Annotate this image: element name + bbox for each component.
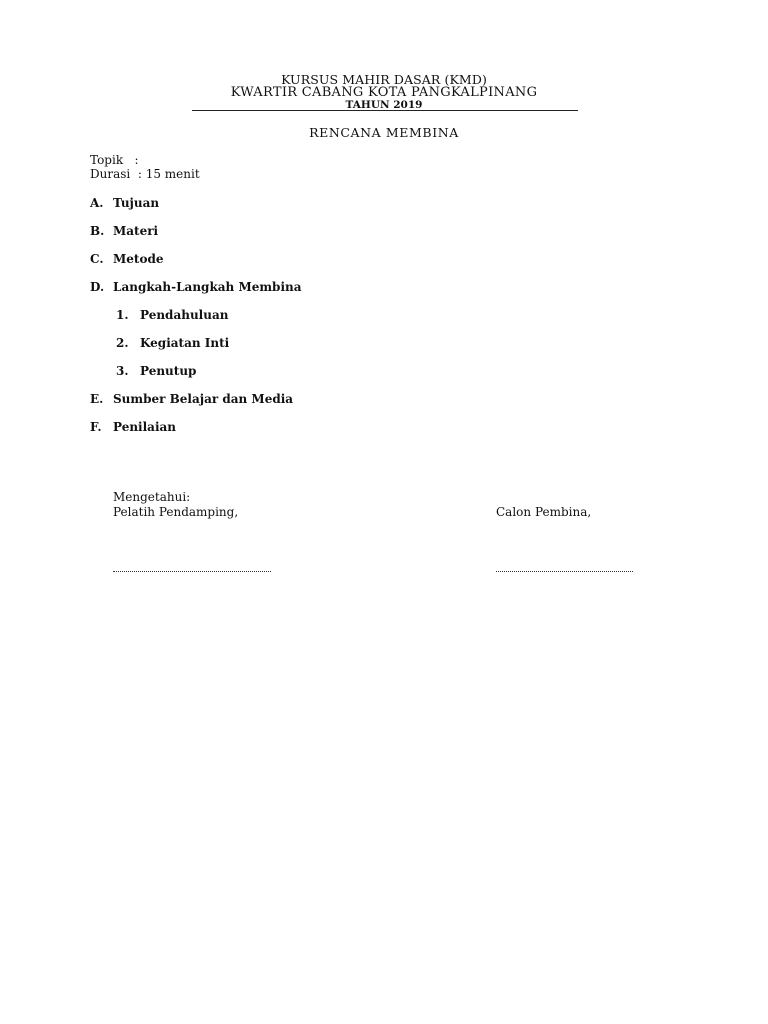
- step-label: Pendahuluan: [140, 308, 229, 322]
- section-label: Langkah-Langkah Membina: [113, 280, 302, 294]
- step-1: [116, 308, 228, 322]
- step-label: Penutup: [140, 364, 197, 378]
- section-label: Materi: [113, 224, 159, 238]
- step-label: Kegiatan Inti: [140, 336, 230, 350]
- section-c: [90, 252, 164, 266]
- header-year: TAHUN 2019: [345, 99, 423, 111]
- field-topik: Topik :: [90, 153, 139, 167]
- right-signature-line: [496, 571, 633, 572]
- section-b: [90, 224, 158, 238]
- section-label: Tujuan: [113, 196, 160, 210]
- section-e: [90, 392, 293, 406]
- step-3: [116, 364, 196, 378]
- section-letter: A.: [90, 196, 104, 210]
- section-letter: F.: [90, 420, 102, 434]
- right-signatory-role: Calon Pembina,: [496, 505, 592, 519]
- document-title: RENCANA MEMBINA: [309, 125, 459, 140]
- left-signatory-role: Pelatih Pendamping,: [113, 505, 239, 519]
- step-2: [116, 336, 229, 350]
- acknowledge-label: Mengetahui:: [113, 490, 191, 504]
- section-f: [90, 420, 176, 434]
- section-label: Penilaian: [113, 420, 177, 434]
- header-course-name: KURSUS MAHIR DASAR (KMD): [281, 72, 487, 87]
- section-letter: B.: [90, 224, 105, 238]
- step-number: 1.: [116, 308, 129, 322]
- section-letter: C.: [90, 252, 104, 266]
- section-label: Metode: [113, 252, 164, 266]
- step-number: 3.: [116, 364, 129, 378]
- field-durasi: Durasi : 15 menit: [90, 167, 200, 181]
- section-letter: D.: [90, 280, 105, 294]
- section-label: Sumber Belajar dan Media: [113, 392, 294, 406]
- section-letter: E.: [90, 392, 104, 406]
- header-divider: [192, 110, 578, 111]
- left-signature-line: [113, 571, 271, 572]
- step-number: 2.: [116, 336, 129, 350]
- header-organization: KWARTIR CABANG KOTA PANGKALPINANG: [230, 85, 538, 100]
- section-a: [90, 196, 159, 210]
- section-d: [90, 280, 302, 294]
